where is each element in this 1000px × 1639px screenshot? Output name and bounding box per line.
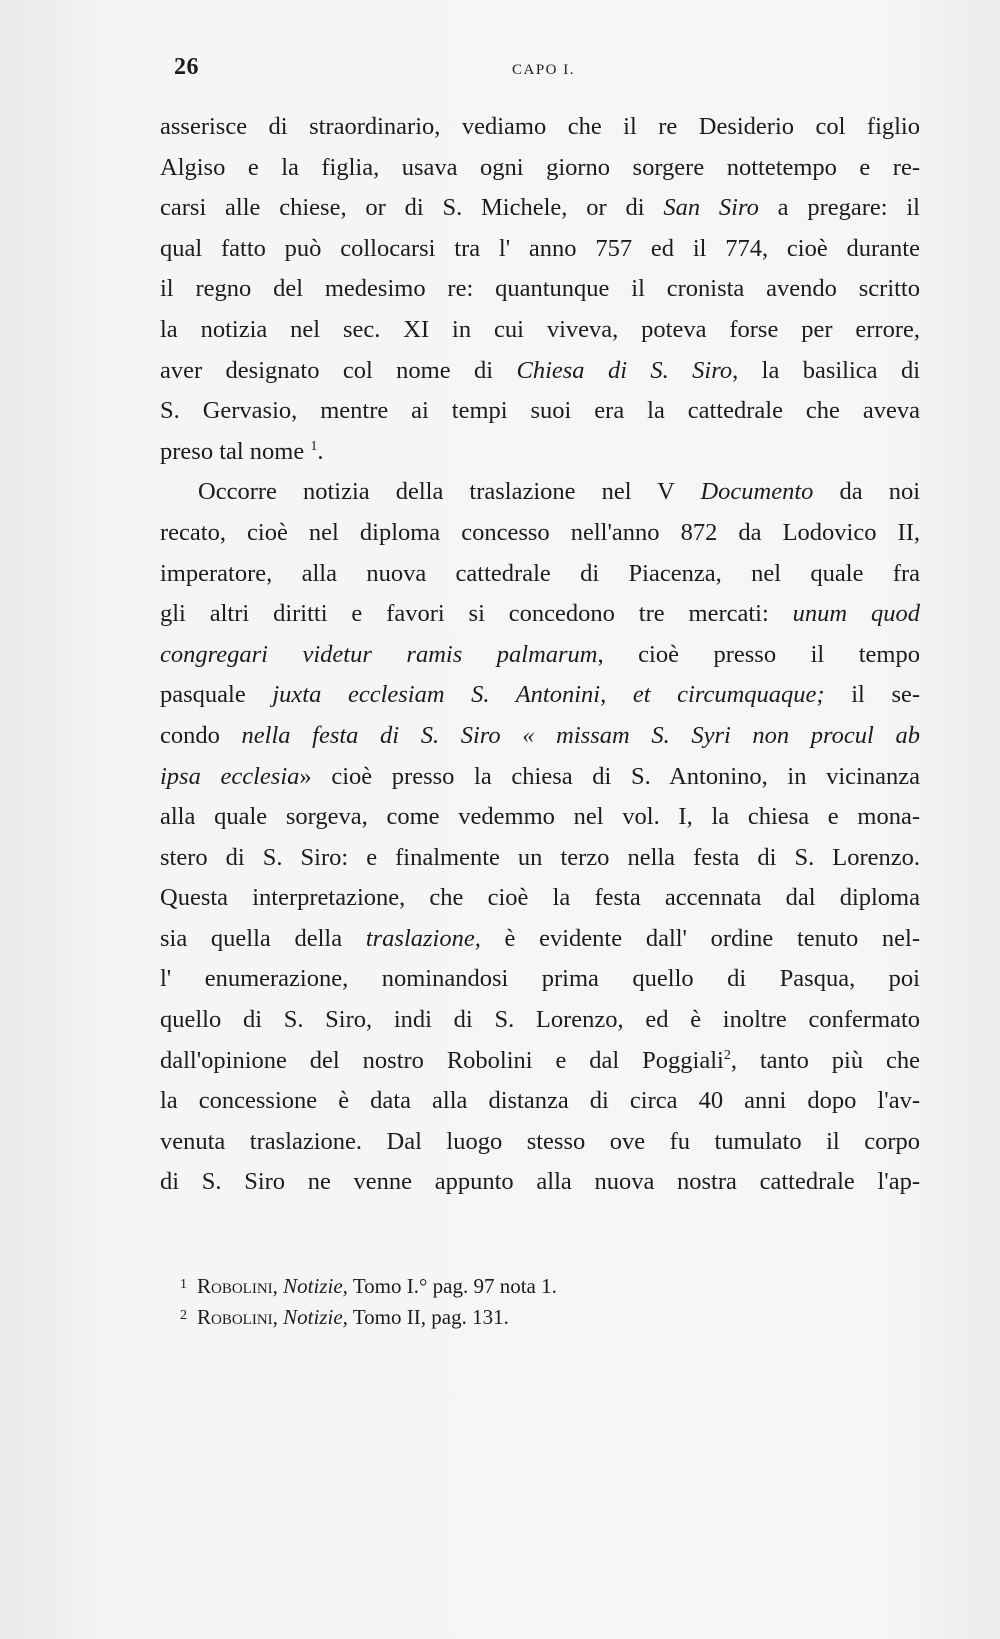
page-number: 26: [174, 54, 199, 80]
italic-phrase: juxta ecclesiam S. Antonini, et circumquaque;: [272, 681, 825, 709]
italic-phrase: congregari videtur ramis palmarum: [160, 640, 598, 668]
page-header: [174, 54, 830, 94]
running-head: CAPO I.: [512, 62, 576, 78]
text-line: ipsa ecclesia» cioè presso la chiesa di S. Antonino, in vicinanza: [160, 762, 920, 790]
footnote-detail: Tomo II, pag. 131.: [352, 1305, 509, 1329]
text-line: alla quale sorgeva, come vedemmo nel vol. I, la chiesa e mona-: [160, 803, 920, 831]
text-line: gli altri diritti e favori si concedono tre mercati: unum quod: [160, 600, 920, 628]
text-line: dall'opinione del nostro Robolini e dal Poggiali$^2$, tanto più che: [160, 1046, 921, 1074]
text-line: preso tal nome $^1$.: [160, 437, 324, 465]
italic-phrase: San Siro: [663, 194, 759, 222]
text-line: Occorre notizia della traslazione nel V Documento da noi: [198, 478, 921, 506]
footnote-work: Notizie,: [283, 1305, 348, 1329]
footnote: [180, 1301, 880, 1332]
italic-phrase: unum quod: [792, 600, 920, 628]
text-line: asserisce di straordinario, vediamo che il re Desiderio col figlio: [160, 113, 920, 140]
footnote-mark: 2: [180, 1308, 187, 1323]
footnote-work: Notizie,: [283, 1274, 348, 1298]
italic-phrase: Documento: [700, 478, 814, 506]
text-line: Algiso e la figlia, usava ogni giorno sorgere nottetempo e re-: [160, 153, 920, 181]
text-line: Questa interpretazione, che cioè la festa accennata dal diploma: [160, 884, 920, 912]
footnote-ref: 1: [310, 438, 318, 454]
italic-phrase: traslazione,: [365, 924, 481, 952]
text-line: l' enumerazione, nominandosi prima quello di Pasqua, poi: [160, 965, 920, 993]
text-line: aver designato col nome di Chiesa di S. Siro, la basilica di: [160, 356, 920, 384]
footnote: [180, 1270, 880, 1301]
text-line: qual fatto può collocarsi tra l' anno 757 ed il 774, cioè durante: [160, 234, 920, 262]
footnote-author: Robolini,: [197, 1274, 278, 1298]
text-line: S. Gervasio, mentre ai tempi suoi era la cattedrale che aveva: [160, 397, 920, 425]
body-text: [160, 107, 920, 1203]
footnote-author: Robolini,: [197, 1305, 278, 1329]
text-line: quello di S. Siro, indi di S. Lorenzo, ed è inoltre confermato: [160, 1006, 920, 1034]
footnote-ref: 2: [723, 1047, 731, 1063]
text-line: pasquale juxta ecclesiam S. Antonini, et circumquaque; il se-: [160, 681, 921, 709]
text-line: carsi alle chiese, or di S. Michele, or di San Siro a pregare: il: [160, 194, 920, 222]
footnotes: [180, 1270, 880, 1332]
italic-phrase: nella festa di S. Siro « missam S. Syri non procul ab: [241, 721, 920, 749]
text-line: recato, cioè nel diploma concesso nell'anno 872 da Lodovico II,: [160, 518, 920, 546]
footnote-detail: Tomo I.° pag. 97 nota 1.: [352, 1274, 557, 1298]
text-line: la concessione è data alla distanza di circa 40 anni dopo l'av-: [160, 1087, 920, 1115]
italic-phrase: Chiesa di S. Siro: [516, 356, 733, 384]
text-line: la notizia nel sec. XI in cui viveva, poteva forse per errore,: [160, 315, 920, 343]
text-line: il regno del medesimo re: quantunque il cronista avendo scritto: [160, 275, 920, 303]
text-line: condo nella festa di S. Siro « missam S. Syri non procul ab: [160, 721, 920, 749]
text-line: venuta traslazione. Dal luogo stesso ove fu tumulato il corpo: [160, 1127, 920, 1155]
text-line: sia quella della traslazione, è evidente dall' ordine tenuto nel-: [160, 924, 920, 952]
text-line: congregari videtur ramis palmarum, cioè presso il tempo: [160, 640, 920, 668]
footnote-mark: 1: [180, 1277, 187, 1292]
text-line: di S. Siro ne venne appunto alla nuova nostra cattedrale l'ap-: [160, 1168, 920, 1196]
text-line: imperatore, alla nuova cattedrale di Piacenza, nel quale fra: [160, 559, 920, 587]
text-line: stero di S. Siro: e finalmente un terzo nella festa di S. Lorenzo.: [160, 843, 920, 871]
italic-phrase: ipsa ecclesia: [160, 762, 300, 790]
